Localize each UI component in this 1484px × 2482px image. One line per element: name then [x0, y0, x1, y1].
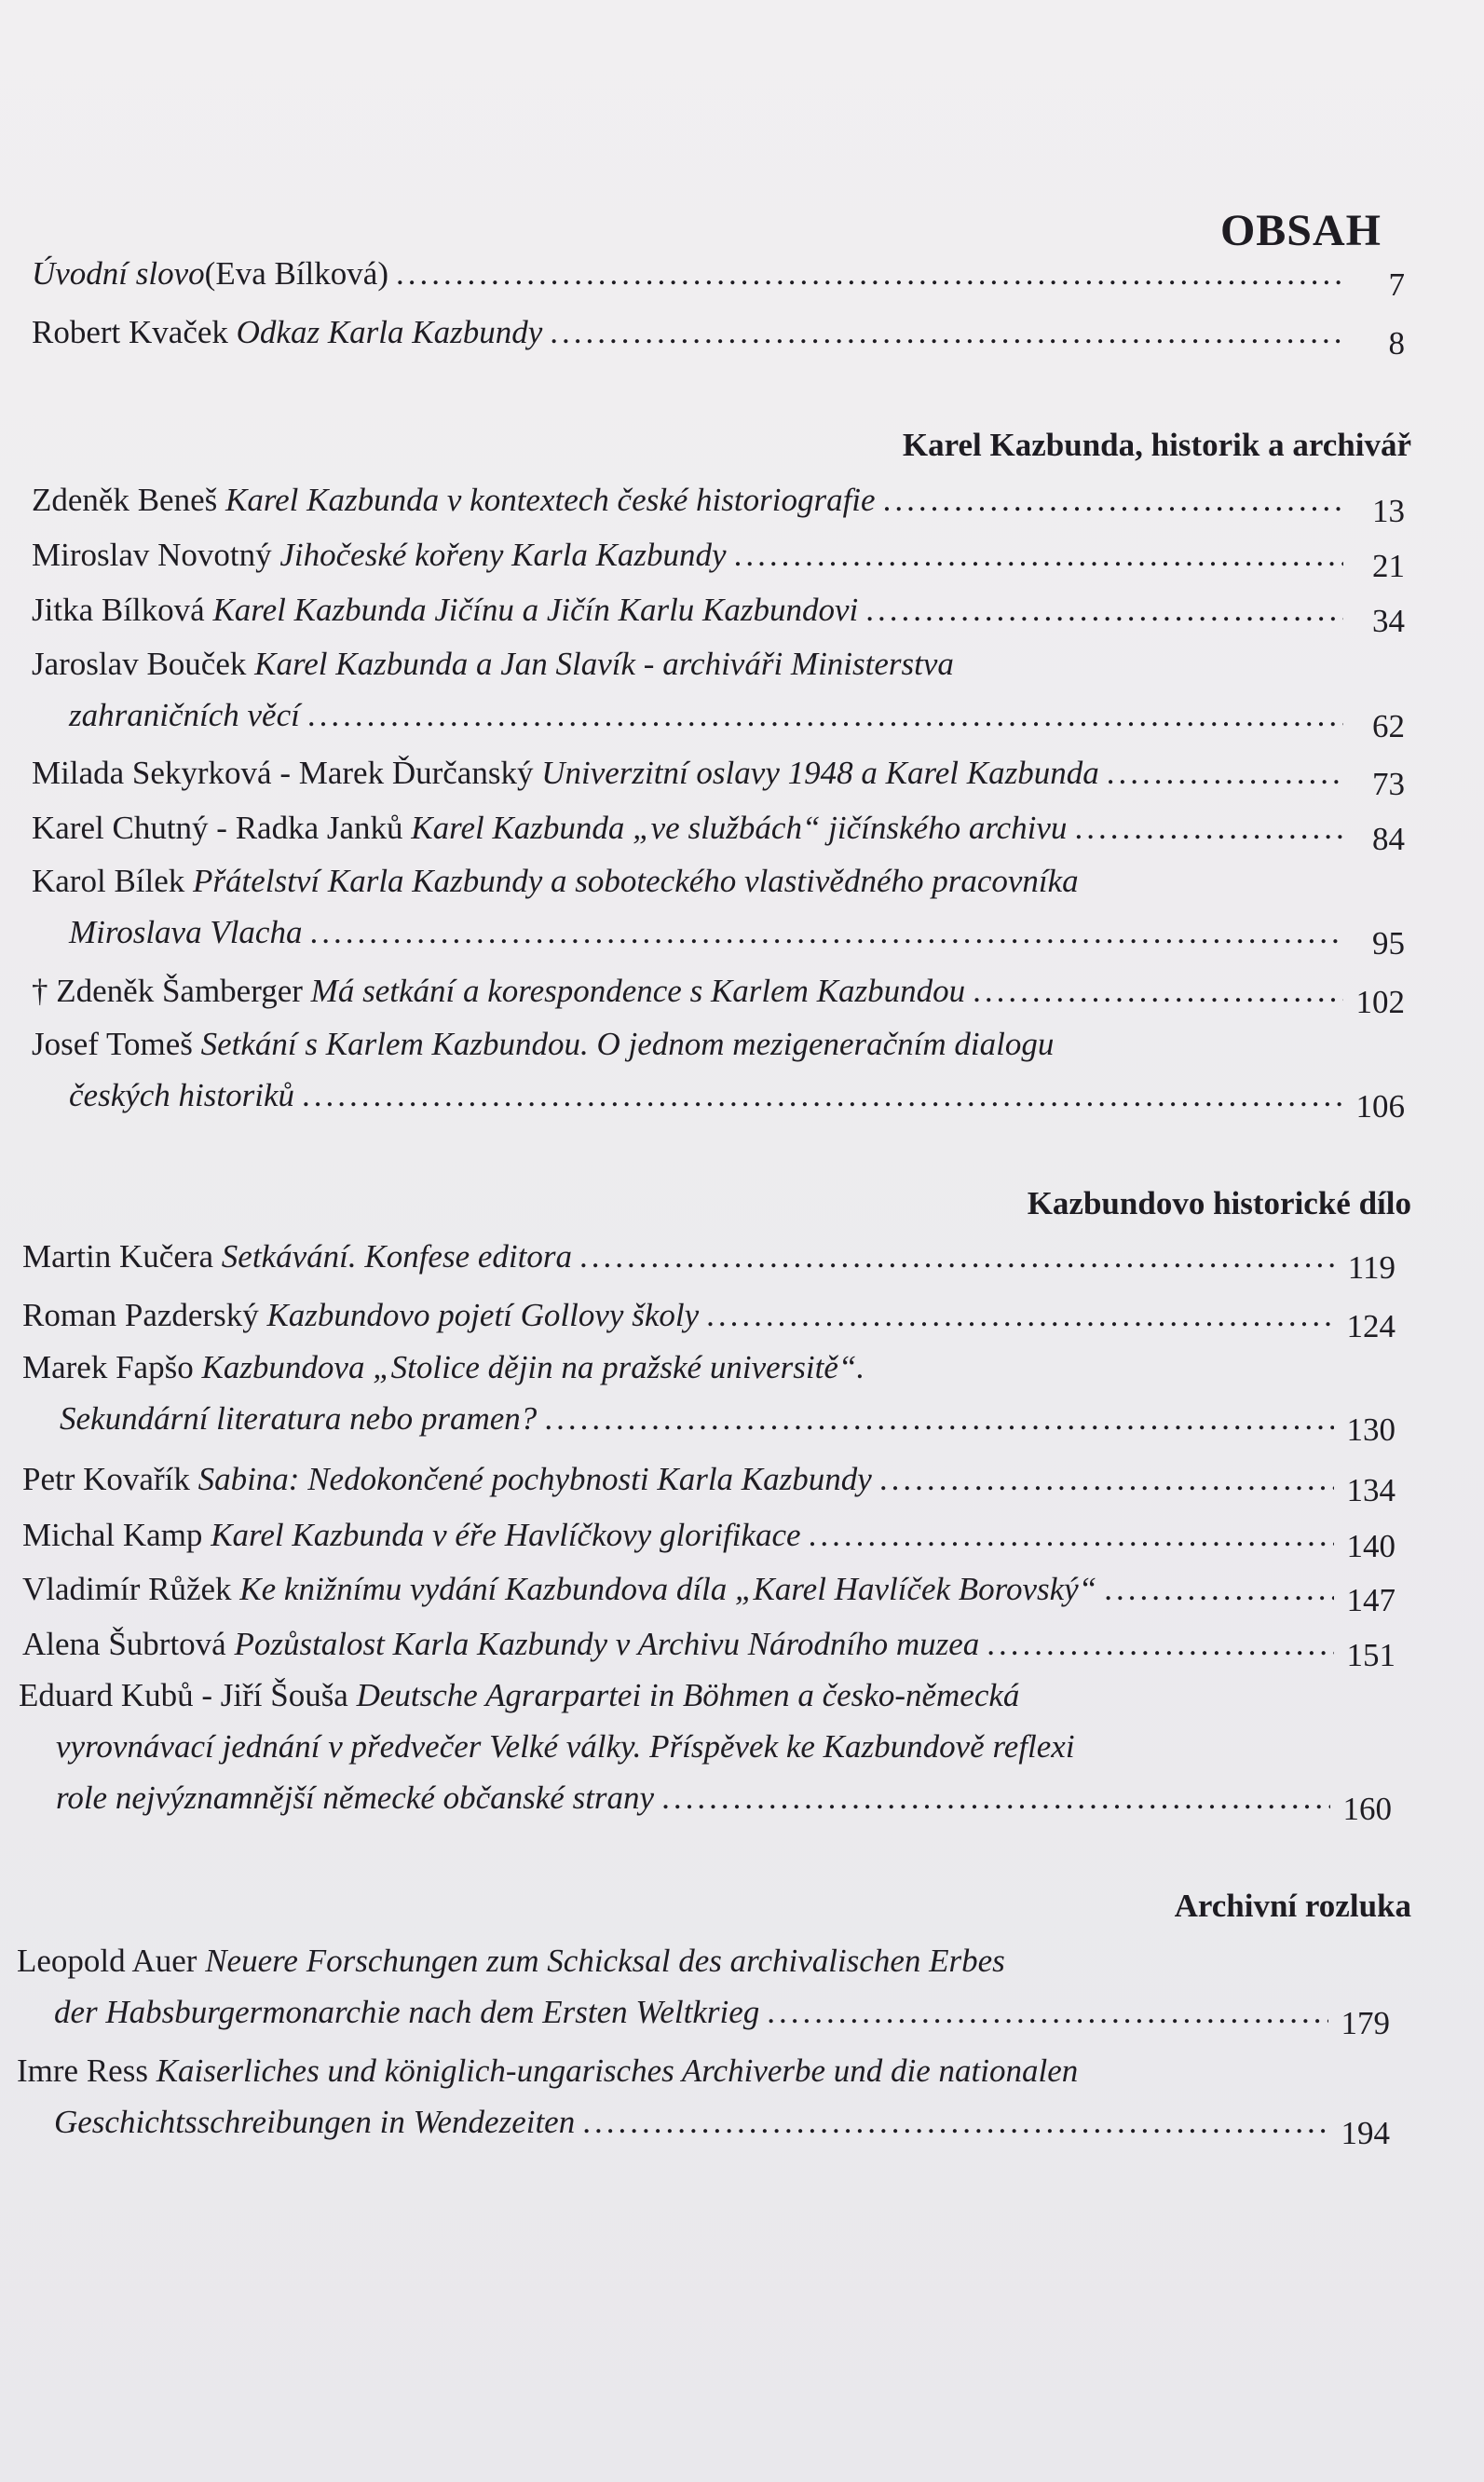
toc-entry[interactable] [32, 747, 1405, 802]
entry-author: Josef Tomeš [32, 1026, 193, 1062]
entry-author: Martin Kučera [22, 1238, 214, 1275]
toc-entry[interactable] [22, 1618, 1396, 1673]
page-number: 140 [1346, 1528, 1396, 1564]
toc-entry[interactable] [22, 1231, 1396, 1286]
entry-title: Setkávání. Konfese editora [221, 1238, 572, 1275]
leader-dots [544, 1393, 1334, 1444]
entry-title: Setkání s Karlem Kazbundou. O jednom mezigeneračním dialogu [200, 1026, 1055, 1062]
leader-dots [396, 248, 1343, 299]
entry-title-continued: zahraničních věcí [69, 697, 300, 733]
toc-entry[interactable] [32, 965, 1405, 1020]
page-number: 34 [1372, 603, 1405, 639]
leader-dots [767, 1986, 1328, 2038]
leader-dots [661, 1772, 1330, 1823]
entry-author: Petr Kovařík [22, 1461, 190, 1497]
toc-entry[interactable] [32, 307, 1405, 361]
page-number: 160 [1342, 1791, 1392, 1827]
entry-author: Zdeněk Beneš [32, 482, 218, 518]
page-number: 151 [1346, 1637, 1396, 1673]
page-number: 179 [1341, 2005, 1390, 2041]
entry-title: Má setkání a korespondence s Karlem Kazbundou [310, 973, 966, 1009]
entry-author: Vladimír Růžek [22, 1571, 232, 1607]
entry-title: Úvodní slovo [32, 255, 205, 292]
leader-dots [550, 307, 1343, 358]
entry-title: Univerzitní oslavy 1948 a Karel Kazbunda [541, 755, 1099, 791]
leader-dots [987, 1618, 1334, 1670]
entry-author: Alena Šubrtová [22, 1626, 226, 1662]
leader-dots [809, 1509, 1334, 1561]
entry-author: Imre Ress [17, 2052, 148, 2089]
entry-title-continued: der Habsburgermonarchie nach dem Ersten Weltkrieg [54, 1994, 760, 2030]
leader-dots [883, 474, 1343, 525]
leader-dots [865, 584, 1343, 635]
toc-entry[interactable] [32, 248, 1405, 303]
page-number: 124 [1346, 1308, 1396, 1344]
entry-title: Karel Kazbunda Jičínu a Jičín Karlu Kazbundovi [212, 592, 859, 628]
page-number: 194 [1341, 2115, 1390, 2151]
leader-dots [706, 1289, 1334, 1341]
section-heading: Kazbundovo historické dílo [1027, 1185, 1411, 1221]
entry-author: Jaroslav Bouček [32, 646, 247, 682]
page-title: OBSAH [1219, 206, 1382, 255]
leader-dots [973, 965, 1343, 1016]
leader-dots [309, 907, 1343, 958]
entry-suffix: (Eva Bílková) [204, 255, 388, 292]
page-number: 119 [1347, 1249, 1396, 1286]
entry-author: Jitka Bílková [32, 592, 205, 628]
page-number: 8 [1388, 325, 1405, 361]
entry-title-continued: Geschichtsschreibungen in Wendezeiten [54, 2104, 576, 2140]
page-number: 147 [1346, 1582, 1396, 1618]
entry-title: Jihočeské kořeny Karla Kazbundy [279, 537, 727, 573]
entry-title: Deutsche Agrarpartei in Böhmen a česko-německá [356, 1677, 1020, 1713]
section-heading: Archivní rozluka [1174, 1888, 1411, 1924]
toc-entry[interactable] [22, 1453, 1396, 1508]
toc-entry[interactable] [17, 2045, 1390, 2151]
page-number: 73 [1372, 766, 1405, 802]
entry-title: Kazbundovo pojetí Gollovy školy [266, 1297, 700, 1333]
entry-title-continued: Miroslava Vlacha [69, 914, 303, 950]
entry-title: Odkaz Karla Kazbundy [236, 314, 543, 350]
entry-author: Robert Kvaček [32, 314, 228, 350]
entry-title: Karel Kazbunda „ve službách“ jičínského archivu [411, 810, 1068, 846]
leader-dots [734, 529, 1343, 580]
leader-dots [879, 1453, 1334, 1505]
toc-entry[interactable] [32, 802, 1405, 857]
page-number: 21 [1372, 548, 1405, 584]
entry-title: Pozůstalost Karla Kazbundy v Archivu Národního muzea [234, 1626, 980, 1662]
entry-title-continued: vyrovnávací jednání v předvečer Velké války. Příspěvek ke Kazbundově reflexi [56, 1728, 1075, 1765]
leader-dots [582, 2096, 1328, 2148]
entry-author: Marek Fapšo [22, 1349, 194, 1385]
page-number: 134 [1346, 1472, 1396, 1508]
page-number: 95 [1372, 925, 1405, 961]
toc-entry[interactable] [32, 584, 1405, 639]
entry-author: Eduard Kubů - Jiří Šouša [19, 1677, 348, 1713]
page-number: 84 [1372, 821, 1405, 857]
leader-dots [307, 689, 1343, 741]
page-number: 106 [1355, 1088, 1405, 1125]
entry-title: Kazbundova „Stolice dějin na pražské universitě“. [201, 1349, 865, 1385]
page-number: 130 [1346, 1411, 1396, 1448]
entry-author: Karel Chutný - Radka Janků [32, 810, 403, 846]
page-number: 102 [1355, 984, 1405, 1020]
toc-entry[interactable] [22, 1289, 1396, 1344]
page-number: 62 [1372, 708, 1405, 744]
entry-title: Přátelství Karla Kazbundy a soboteckého vlastivědného pracovníka [193, 863, 1079, 899]
toc-entry[interactable] [32, 1018, 1405, 1125]
entry-title: Karel Kazbunda a Jan Slavík - archiváři Ministerstva [254, 646, 954, 682]
toc-entry[interactable] [19, 1670, 1392, 1827]
leader-dots [1107, 747, 1343, 798]
entry-title: Ke knižnímu vydání Kazbundova díla „Karel Havlíček Borovský“ [239, 1571, 1097, 1607]
toc-entry[interactable] [32, 474, 1405, 529]
toc-entry[interactable] [22, 1342, 1396, 1448]
entry-author: Michal Kamp [22, 1517, 203, 1553]
entry-author: Milada Sekyrková - Marek Ďurčanský [32, 755, 534, 791]
entry-title-continued: Sekundární literatura nebo pramen? [60, 1400, 538, 1437]
entry-author: Roman Pazderský [22, 1297, 259, 1333]
leader-dots [579, 1231, 1334, 1282]
page-number: 7 [1388, 266, 1405, 303]
entry-title: Karel Kazbunda v kontextech české historiografie [225, 482, 876, 518]
leader-dots [1074, 802, 1343, 853]
entry-title: Sabina: Nedokončené pochybnosti Karla Kazbundy [197, 1461, 872, 1497]
toc-entry[interactable] [22, 1509, 1396, 1564]
entry-author: Karol Bílek [32, 863, 185, 899]
toc-entry[interactable] [22, 1563, 1396, 1618]
entry-title-continued: role nejvýznamnější německé občanské strany [56, 1780, 655, 1816]
leader-dots [1104, 1563, 1334, 1615]
entry-title: Kaiserliches und königlich-ungarisches Archiverbe und die nationalen [156, 2052, 1079, 2089]
toc-entry[interactable] [32, 855, 1405, 961]
toc-entry[interactable] [32, 638, 1405, 744]
section-heading: Karel Kazbunda, historik a archivář [902, 427, 1411, 463]
entry-author: Leopold Auer [17, 1943, 197, 1979]
entry-author: Miroslav Novotný [32, 537, 272, 573]
entry-author: † Zdeněk Šamberger [32, 973, 303, 1009]
toc-entry[interactable] [32, 529, 1405, 584]
entry-title-continued: českých historiků [69, 1077, 294, 1113]
toc-entry[interactable] [17, 1935, 1390, 2041]
entry-title: Neuere Forschungen zum Schicksal des archivalischen Erbes [205, 1943, 1005, 1979]
leader-dots [302, 1070, 1343, 1121]
page-number: 13 [1372, 493, 1405, 529]
entry-title: Karel Kazbunda v éře Havlíčkovy glorifikace [211, 1517, 801, 1553]
